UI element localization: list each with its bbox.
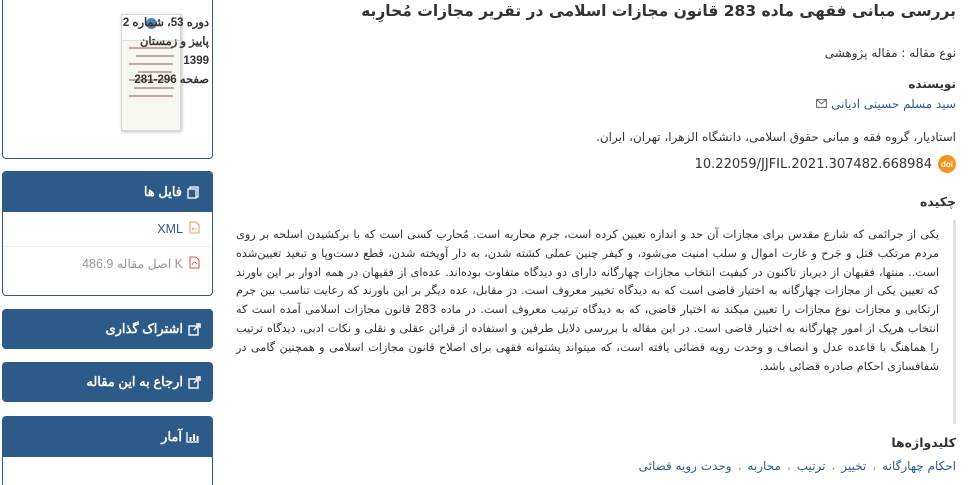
stats-panel-title: آمار (161, 429, 182, 444)
authors-heading: نویسنده (908, 77, 956, 91)
file-pdf-label: اصل مقاله 486.9 K (82, 257, 183, 271)
share-panel[interactable] (2, 309, 213, 349)
issue-pages: صفحه 296-281 (134, 74, 209, 86)
stats-panel-header[interactable] (3, 417, 212, 457)
doi-icon: doi (938, 155, 956, 173)
abstract-box (232, 220, 956, 424)
files-icon (186, 185, 200, 199)
external-link-icon (187, 375, 201, 389)
article-title: بررسی مبانی فقهی ماده 283 قانون مجازات اسلامی در تقریر مجازات مُحارِبه (361, 2, 956, 20)
share-panel-title: اشتراک گذاری (105, 321, 183, 336)
share-panel-header[interactable] (2, 309, 213, 349)
keyword-separator: ، (786, 459, 791, 473)
issue-volume: دوره 53، شماره 2 (122, 17, 209, 29)
reference-panel-header[interactable] (2, 362, 213, 402)
keywords-list (639, 459, 956, 473)
abstract-text: یکی از جرائمی که شارع مقدس برای مجازات آن حد و اندازه تعیین کرده است، جرم محاربه است. مُحارب کسی است که با برکشیدن اسلحه بر روی مردم مرتکب قتل و جَرح و غارت اموال و سلب امنیت می‌شود، و کیفر چنین عملی کشته شدن، به دار آویخته شدن، قطع دست‌وپا و تبعید تعیین‌شده است.. منتها، فقیهان از دیرباز تاکنون در کیفیت انتخاب مجازات چهارگانه دارای دو دیدگاه متفاوت بوده‌اند. عده‌ای از فقیهان در همه ادوار بر این باورند که تعیین یکی از مجازات چهارگانه به اختیار قاضی است که به دیدگاه تخییر معروف است. در مقابل، عده دیگر بر این باورند که رعایت تناسب بین جرم ارتکابی و مجازات نوع مجازات را تعیین میکند نه اختیار قاضی، که به دیدگاه ترتیب معروف است. در ماده 283 قانون مجازات اسلامی آمده است که انتخاب هریک از امور چهارگانه به اختیار قاضی است. در این مقاله با بررسی دلایل طرفین و استفاده از قرائن عقلی و نقلی و نکات ادبی، دیدگاه ترتیب را هماهنگ با قاعده عدل و انصاف و وحدت رویه قضائی یافته است، که میتواند پشتوانه فقهی برای اصلاح قانون مجازات اسلامی و همچنین گامی در شفافسازی احکام صادره قضائی باشد. (236, 228, 939, 373)
keyword-separator: ، (831, 459, 836, 473)
files-panel (2, 171, 213, 296)
issue-info (121, 14, 209, 90)
bar-chart-icon (186, 430, 200, 444)
issue-card (2, 0, 213, 159)
email-icon[interactable] (816, 97, 827, 111)
doi-link[interactable]: 10.22059/JJFIL.2021.307482.668984 (694, 156, 932, 172)
file-xml-link[interactable] (3, 212, 212, 246)
keyword-separator: ، (872, 459, 877, 473)
keyword-link[interactable]: وحدت رویه قضائی (638, 459, 732, 473)
article-type: نوع مقاله : مقاله پژوهشی (824, 46, 956, 60)
author-name-link[interactable]: سید مسلم حسینی ادیانی (831, 97, 956, 111)
share-icon (187, 322, 201, 336)
author-item (816, 97, 956, 111)
doi-row (695, 155, 956, 173)
keyword-link[interactable]: احکام چهارگانه (882, 459, 956, 473)
keyword-link[interactable]: محاربه (747, 459, 781, 473)
xml-file-icon (189, 221, 200, 237)
pdf-file-icon (189, 256, 200, 272)
issue-season: پاییز و زمستان 1399 (139, 36, 209, 67)
stats-panel (2, 416, 213, 485)
abstract-heading: چکیده (920, 194, 956, 209)
keyword-separator: ، (737, 459, 742, 473)
author-affiliation: استادیار، گروه فقه و مبانی حقوق اسلامی، دانشگاه الزهرا، تهران، ایران. (596, 130, 956, 144)
keyword-link[interactable]: تخییر (841, 459, 867, 473)
file-xml-label: XML (157, 222, 183, 236)
reference-panel-title: ارجاع به این مقاله (86, 374, 183, 389)
files-panel-title: فایل ها (143, 184, 182, 199)
file-pdf-link[interactable] (3, 246, 212, 280)
files-panel-header (3, 172, 212, 212)
keyword-link[interactable]: ترتیب (796, 459, 826, 473)
keywords-heading: کلیدواژه‌ها (891, 435, 956, 450)
reference-panel[interactable] (2, 362, 213, 402)
